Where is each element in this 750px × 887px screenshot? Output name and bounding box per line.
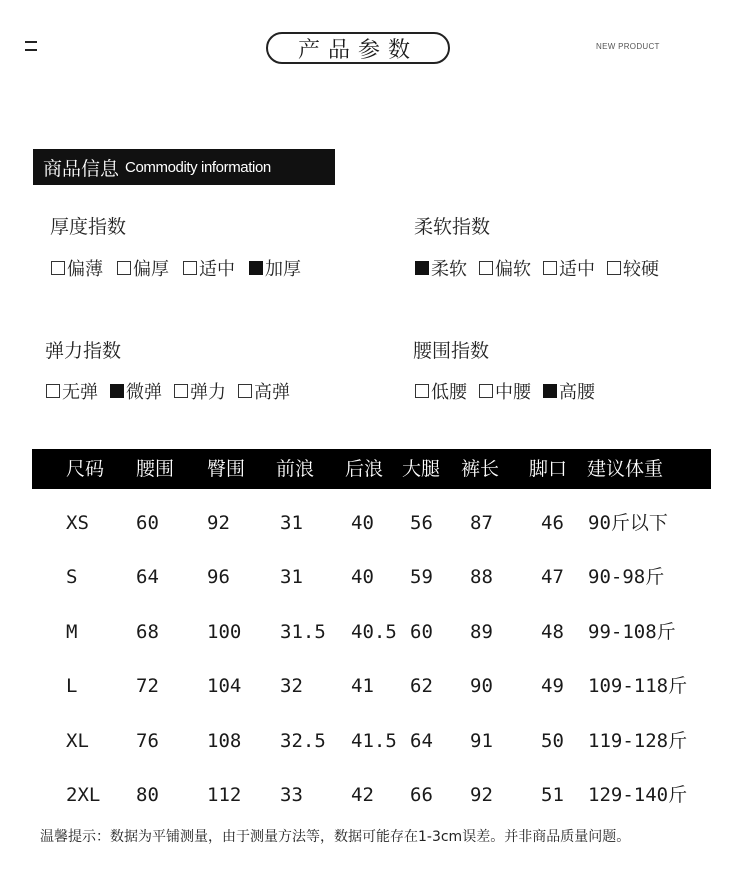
thickness-title: 厚度指数 bbox=[50, 216, 127, 238]
softness-option-label: 较硬 bbox=[623, 259, 659, 280]
table-cell: 47 bbox=[541, 566, 564, 588]
softness-option[interactable] bbox=[607, 255, 659, 281]
table-cell: XS bbox=[66, 512, 89, 534]
banner-title-en: Commodity information bbox=[125, 158, 271, 176]
elasticity-option-label: 无弹 bbox=[62, 382, 98, 403]
thickness-options bbox=[51, 255, 315, 281]
table-cell: 64 bbox=[410, 730, 433, 752]
thickness-option[interactable] bbox=[249, 255, 301, 281]
table-cell: 92 bbox=[207, 512, 230, 534]
elasticity-option[interactable] bbox=[238, 378, 290, 404]
elasticity-options bbox=[46, 378, 302, 404]
table-cell: 119-128斤 bbox=[588, 730, 688, 752]
waist-option[interactable] bbox=[415, 378, 467, 404]
table-cell: 50 bbox=[541, 730, 564, 752]
table-cell: 40 bbox=[351, 512, 374, 534]
elasticity-option[interactable] bbox=[174, 378, 226, 404]
softness-title: 柔软指数 bbox=[414, 216, 491, 238]
table-cell: 104 bbox=[207, 675, 242, 697]
table-cell: 40 bbox=[351, 566, 374, 588]
table-cell: 42 bbox=[351, 784, 374, 806]
checkbox-empty-icon[interactable] bbox=[479, 261, 493, 275]
table-cell: 112 bbox=[207, 784, 242, 806]
softness-option-label: 适中 bbox=[559, 259, 595, 280]
table-cell: XL bbox=[66, 730, 89, 752]
softness-option[interactable] bbox=[479, 255, 531, 281]
softness-option-label: 柔软 bbox=[431, 259, 467, 280]
thickness-option-label: 偏薄 bbox=[67, 259, 103, 280]
checkbox-checked-icon[interactable] bbox=[415, 261, 429, 275]
table-cell: S bbox=[66, 566, 78, 588]
waist-option-label: 低腰 bbox=[431, 382, 467, 403]
table-cell: 68 bbox=[136, 621, 159, 643]
table-cell: 72 bbox=[136, 675, 159, 697]
waist-options bbox=[415, 378, 607, 404]
table-cell: 80 bbox=[136, 784, 159, 806]
size-table-header-cell: 大腿 bbox=[402, 458, 441, 480]
size-table-header-cell: 前浪 bbox=[276, 458, 315, 480]
waist-title: 腰围指数 bbox=[413, 340, 490, 362]
table-cell: 92 bbox=[470, 784, 493, 806]
size-table-header-cell: 臀围 bbox=[207, 458, 246, 480]
table-cell: 99-108斤 bbox=[588, 621, 676, 643]
thickness-option-label: 适中 bbox=[199, 259, 235, 280]
checkbox-empty-icon[interactable] bbox=[479, 384, 493, 398]
table-cell: 49 bbox=[541, 675, 564, 697]
softness-option[interactable] bbox=[415, 255, 467, 281]
size-table-header-cell: 尺码 bbox=[66, 458, 105, 480]
thickness-option[interactable] bbox=[117, 255, 169, 281]
softness-option[interactable] bbox=[543, 255, 595, 281]
table-cell: 89 bbox=[470, 621, 493, 643]
checkbox-empty-icon[interactable] bbox=[117, 261, 131, 275]
elasticity-option-label: 微弹 bbox=[126, 382, 162, 403]
checkbox-empty-icon[interactable] bbox=[183, 261, 197, 275]
waist-option[interactable] bbox=[543, 378, 595, 404]
checkbox-checked-icon[interactable] bbox=[543, 384, 557, 398]
thickness-option-label: 加厚 bbox=[265, 259, 301, 280]
table-cell: 31 bbox=[280, 566, 303, 588]
thickness-option[interactable] bbox=[183, 255, 235, 281]
elasticity-option-label: 高弹 bbox=[254, 382, 290, 403]
elasticity-option-label: 弹力 bbox=[190, 382, 226, 403]
table-cell: 96 bbox=[207, 566, 230, 588]
checkbox-empty-icon[interactable] bbox=[607, 261, 621, 275]
table-row bbox=[0, 726, 750, 756]
table-cell: 48 bbox=[541, 621, 564, 643]
table-cell: 108 bbox=[207, 730, 242, 752]
menu-icon[interactable] bbox=[25, 41, 37, 57]
banner-title-cn: 商品信息 bbox=[43, 157, 120, 180]
new-product-tag: NEW PRODUCT bbox=[596, 42, 660, 51]
size-table-header-cell: 建议体重 bbox=[587, 458, 664, 480]
checkbox-empty-icon[interactable] bbox=[238, 384, 252, 398]
table-cell: 33 bbox=[280, 784, 303, 806]
page-title: 产品参数 bbox=[266, 32, 450, 64]
table-cell: 60 bbox=[136, 512, 159, 534]
table-cell: 32 bbox=[280, 675, 303, 697]
checkbox-empty-icon[interactable] bbox=[174, 384, 188, 398]
softness-option-label: 偏软 bbox=[495, 259, 531, 280]
table-cell: 31.5 bbox=[280, 621, 326, 643]
waist-option-label: 中腰 bbox=[495, 382, 531, 403]
table-cell: 41 bbox=[351, 675, 374, 697]
elasticity-title: 弹力指数 bbox=[45, 340, 122, 362]
table-cell: 87 bbox=[470, 512, 493, 534]
table-cell: 59 bbox=[410, 566, 433, 588]
table-row bbox=[0, 617, 750, 647]
table-cell: 100 bbox=[207, 621, 242, 643]
table-cell: 91 bbox=[470, 730, 493, 752]
table-cell: 62 bbox=[410, 675, 433, 697]
size-table-header bbox=[32, 449, 711, 489]
table-row bbox=[0, 508, 750, 538]
table-row bbox=[0, 671, 750, 701]
table-cell: 51 bbox=[541, 784, 564, 806]
table-cell: 46 bbox=[541, 512, 564, 534]
thickness-option[interactable] bbox=[51, 255, 103, 281]
table-cell: 129-140斤 bbox=[588, 784, 688, 806]
table-cell: L bbox=[66, 675, 78, 697]
table-cell: 109-118斤 bbox=[588, 675, 688, 697]
table-cell: 31 bbox=[280, 512, 303, 534]
table-cell: 2XL bbox=[66, 784, 101, 806]
table-cell: 64 bbox=[136, 566, 159, 588]
softness-options bbox=[415, 255, 671, 281]
checkbox-empty-icon[interactable] bbox=[51, 261, 65, 275]
commodity-info-banner bbox=[33, 149, 335, 185]
table-cell: 90斤以下 bbox=[588, 512, 668, 534]
table-cell: 60 bbox=[410, 621, 433, 643]
thickness-option-label: 偏厚 bbox=[133, 259, 169, 280]
waist-option-label: 高腰 bbox=[559, 382, 595, 403]
size-table-header-cell: 腰围 bbox=[136, 458, 175, 480]
checkbox-empty-icon[interactable] bbox=[415, 384, 429, 398]
checkbox-empty-icon[interactable] bbox=[543, 261, 557, 275]
checkbox-empty-icon[interactable] bbox=[46, 384, 60, 398]
table-cell: 90 bbox=[470, 675, 493, 697]
table-cell: M bbox=[66, 621, 78, 643]
checkbox-checked-icon[interactable] bbox=[110, 384, 124, 398]
elasticity-option[interactable] bbox=[46, 378, 98, 404]
table-row bbox=[0, 562, 750, 592]
table-cell: 32.5 bbox=[280, 730, 326, 752]
table-cell: 40.5 bbox=[351, 621, 397, 643]
size-table-header-cell: 脚口 bbox=[529, 458, 568, 480]
table-cell: 56 bbox=[410, 512, 433, 534]
table-cell: 41.5 bbox=[351, 730, 397, 752]
table-cell: 88 bbox=[470, 566, 493, 588]
table-cell: 66 bbox=[410, 784, 433, 806]
elasticity-option[interactable] bbox=[110, 378, 162, 404]
waist-option[interactable] bbox=[479, 378, 531, 404]
checkbox-checked-icon[interactable] bbox=[249, 261, 263, 275]
table-row bbox=[0, 780, 750, 810]
table-cell: 90-98斤 bbox=[588, 566, 665, 588]
measurement-note: 温馨提示：数据为平铺测量，由于测量方法等，数据可能存在1-3cm误差。并非商品质量问题。 bbox=[40, 829, 631, 845]
table-cell: 76 bbox=[136, 730, 159, 752]
size-table-header-cell: 裤长 bbox=[461, 458, 500, 480]
size-table-header-cell: 后浪 bbox=[345, 458, 384, 480]
